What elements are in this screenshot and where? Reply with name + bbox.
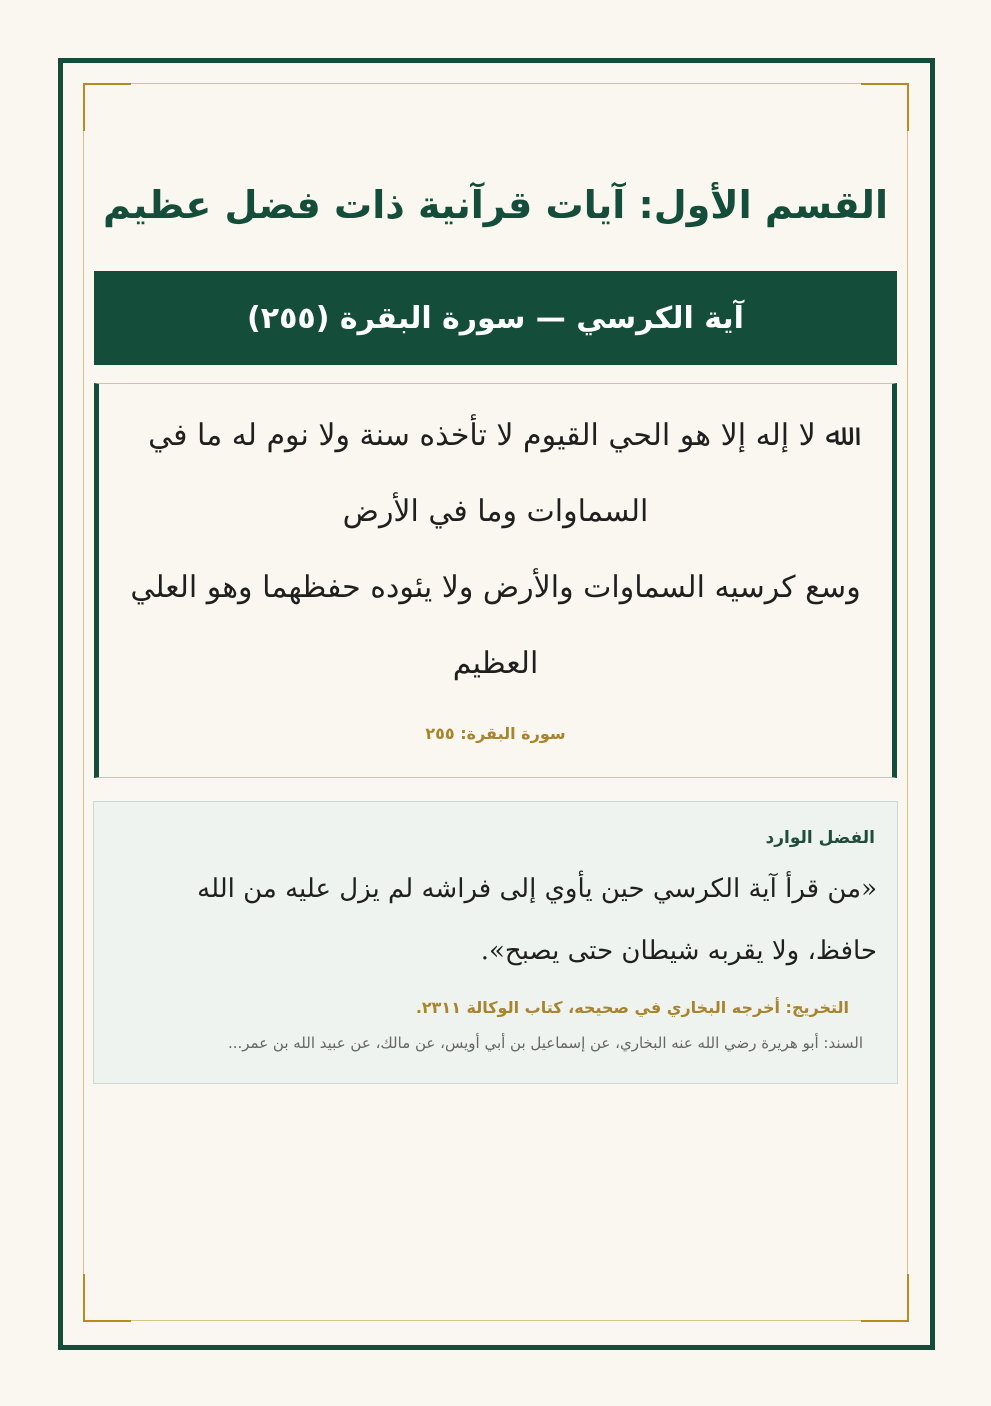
verse-text (119, 398, 872, 702)
corner-ornament-top-left (83, 83, 131, 131)
verse-line-2: وسع كرسيه السماوات والأرض ولا يئوده حفظهما وهو العلي العظيم (130, 570, 861, 681)
virtue-panel (93, 801, 898, 1084)
corner-ornament-bottom-left (83, 1274, 131, 1322)
verse-line-1: ﷲ لا إله إلا هو الحي القيوم لا تأخذه سنة ولا نوم له ما في السماوات وما في الأرض (148, 418, 843, 529)
section-title: القسم الأول: آيات قرآنية ذات فضل عظيم (103, 183, 888, 227)
takhrij-note: التخريج: أخرجه البخاري في صحيحه، كتاب الوكالة ٢٣١١. (415, 998, 849, 1017)
virtue-label: الفضل الوارد (765, 828, 875, 848)
verse-title: آية الكرسي — سورة البقرة (٢٥٥) (247, 300, 744, 336)
corner-ornament-bottom-right (861, 1274, 909, 1322)
hadith-text: «من قرأ آية الكرسي حين يأوي إلى فراشه لم يزل عليه من الله حافظ، ولا يقربه شيطان حتى يصبح». (197, 874, 877, 966)
sanad-note: السند: أبو هريرة رضي الله عنه البخاري، عن إسماعيل بن أبي أويس، عن مالك، عن عبيد الله بن عمر... (227, 1034, 863, 1052)
corner-ornament-top-right (861, 83, 909, 131)
verse-reference: سورة البقرة: ٢٥٥ (425, 724, 566, 743)
verse-box (94, 383, 897, 778)
verse-title-band (94, 271, 897, 365)
